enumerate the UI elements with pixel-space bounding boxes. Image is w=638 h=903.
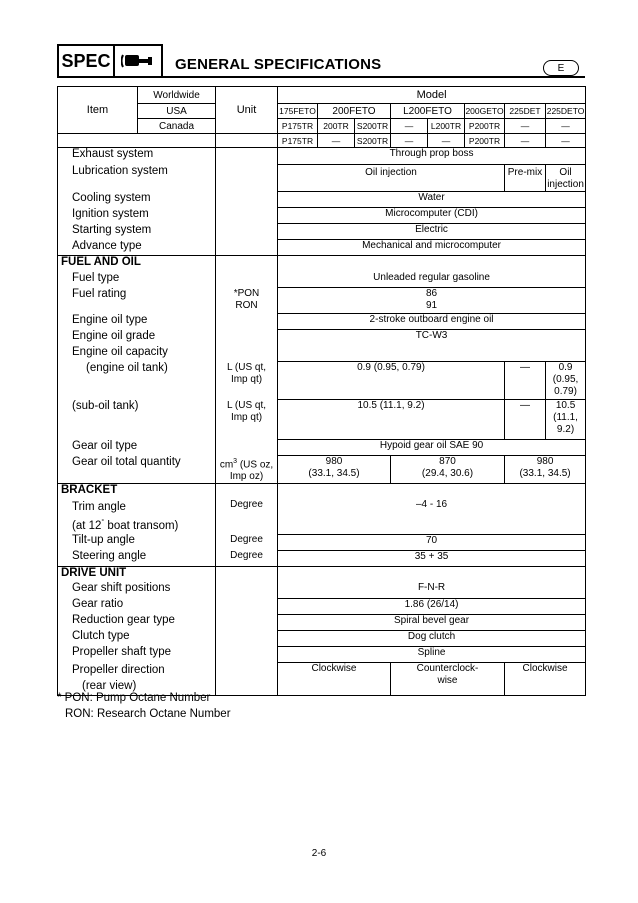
model-cell: S200TR xyxy=(355,119,391,134)
row-label: (at 12 xyxy=(72,520,102,533)
row-value: 70 xyxy=(278,534,586,550)
unit-header: Unit xyxy=(216,87,278,134)
row-value: 0.79) xyxy=(554,386,577,397)
row-value: wise xyxy=(437,674,458,686)
row-value: 86 xyxy=(425,288,438,299)
unit-cell: RON xyxy=(235,299,258,311)
row-value: 0.9 (0.95, 0.79) xyxy=(278,362,505,400)
row-value: (0.95, xyxy=(552,374,579,385)
header-rule xyxy=(163,76,585,78)
model-cell: L200FETO xyxy=(391,104,465,119)
row-value: 91 xyxy=(425,300,438,311)
unit-cell: (US oz, xyxy=(237,458,274,470)
row-value: 980 xyxy=(325,456,343,467)
row-label: boat transom) xyxy=(104,520,179,533)
row-label: (rear view) xyxy=(82,680,137,693)
unit-cell: L (US qt, xyxy=(226,399,267,411)
row-label: Propeller shaft type xyxy=(58,646,216,662)
row-value: Hypoid gear oil SAE 90 xyxy=(278,440,586,456)
model-cell: P175TR xyxy=(278,119,318,134)
row-label: Engine oil grade xyxy=(58,330,216,346)
section-bracket: BRACKET xyxy=(58,483,216,499)
region-canada: Canada xyxy=(138,119,216,134)
model-cell: P175TR xyxy=(278,134,318,148)
row-value: 10.5 xyxy=(555,400,576,411)
row-value: — xyxy=(505,400,546,440)
unit-cell: Imp qt) xyxy=(230,373,263,385)
row-label: Gear oil type xyxy=(58,440,216,456)
row-label: Cooling system xyxy=(58,192,216,208)
unit-cell: Degree xyxy=(216,534,278,550)
unit-cell: 3 xyxy=(233,457,238,465)
row-value: Water xyxy=(278,192,586,208)
section-fuel-oil: FUEL AND OIL xyxy=(58,256,216,272)
language-badge: E xyxy=(543,60,579,76)
row-label: Tilt-up angle xyxy=(58,534,216,550)
row-value: Pre-mix xyxy=(505,165,546,192)
page-number: 2-6 xyxy=(311,848,327,859)
model-cell: 200TR xyxy=(318,119,355,134)
row-value: TC-W3 xyxy=(278,330,586,346)
row-value: Unleaded regular gasoline xyxy=(278,272,586,288)
model-cell: P200TR xyxy=(465,119,505,134)
model-cell: 175FETO xyxy=(278,104,318,119)
model-header: Model xyxy=(278,87,586,104)
model-cell: S200TR xyxy=(355,134,391,148)
footnote-ron: RON: Research Octane Number xyxy=(65,708,231,720)
row-label: (engine oil tank) xyxy=(58,362,216,400)
page-title: GENERAL SPECIFICATIONS xyxy=(175,56,382,73)
section-drive-unit: DRIVE UNIT xyxy=(58,566,216,582)
row-value: 980 xyxy=(536,456,554,467)
model-cell: — xyxy=(505,134,546,148)
model-cell: — xyxy=(505,119,546,134)
row-label: Engine oil type xyxy=(58,314,216,330)
unit-cell: Degree xyxy=(216,499,278,534)
unit-cell: Imp qt) xyxy=(230,411,263,423)
row-label: ° xyxy=(101,519,105,527)
row-value: injection xyxy=(547,179,584,190)
row-value: Oil injection xyxy=(278,165,505,192)
row-value: 2-stroke outboard engine oil xyxy=(278,314,586,330)
row-label: Engine oil capacity xyxy=(58,346,216,362)
model-cell: L200TR xyxy=(428,119,465,134)
model-cell: — xyxy=(546,119,586,134)
row-label: Propeller direction xyxy=(72,664,165,677)
row-value: — xyxy=(505,362,546,400)
model-cell: P200TR xyxy=(465,134,505,148)
model-cell: 200GETO xyxy=(465,104,505,119)
row-label: Lubrication system xyxy=(58,165,216,192)
section-header xyxy=(57,44,585,80)
row-value: F-N-R xyxy=(278,582,586,598)
row-value: Microcomputer (CDI) xyxy=(278,208,586,224)
row-value: (11.1, xyxy=(553,412,578,423)
row-value: 9.2) xyxy=(556,424,575,435)
row-label: Starting system xyxy=(58,224,216,240)
row-value: 870 xyxy=(439,456,456,467)
row-label: Gear ratio xyxy=(58,598,216,614)
row-value: Counterclock- xyxy=(416,662,479,674)
unit-cell: cm xyxy=(219,458,234,470)
row-label: Gear oil total quantity xyxy=(58,456,216,484)
row-value: 10.5 (11.1, 9.2) xyxy=(278,400,505,440)
row-value: (33.1, 34.5) xyxy=(519,468,571,479)
row-label: Advance type xyxy=(58,240,216,256)
model-cell: — xyxy=(546,134,586,148)
unit-cell: L (US qt, xyxy=(226,361,267,373)
footnote-pon: * PON: Pump Octane Number xyxy=(57,692,211,704)
row-label: Fuel type xyxy=(58,272,216,288)
row-value: (33.1, 34.5) xyxy=(308,468,360,479)
row-label: Exhaust system xyxy=(58,148,216,165)
row-label: (sub-oil tank) xyxy=(58,400,216,440)
row-value: Spline xyxy=(278,646,586,662)
model-cell: — xyxy=(391,119,428,134)
row-value: 1.86 (26/14) xyxy=(278,598,586,614)
model-cell: 200FETO xyxy=(318,104,391,119)
model-cell: 225DETO xyxy=(546,104,586,119)
row-value: 35 + 35 xyxy=(278,550,586,566)
unit-cell: Imp oz) xyxy=(229,470,264,482)
row-value: –4 - 16 xyxy=(278,499,586,534)
row-value: Clockwise xyxy=(505,662,586,695)
unit-cell: Degree xyxy=(216,550,278,566)
model-cell: — xyxy=(318,134,355,148)
spec-label: SPEC xyxy=(57,44,115,78)
row-value: Mechanical and microcomputer xyxy=(278,240,586,256)
item-header: Item xyxy=(58,87,138,134)
row-label: Ignition system xyxy=(58,208,216,224)
model-cell: — xyxy=(428,134,465,148)
row-label: Clutch type xyxy=(58,630,216,646)
unit-cell: *PON xyxy=(233,287,260,299)
row-value: (29.4, 30.6) xyxy=(421,468,474,479)
model-cell: — xyxy=(391,134,428,148)
model-cell: 225DET xyxy=(505,104,546,119)
footnotes xyxy=(57,690,231,722)
spec-table xyxy=(57,86,586,696)
row-value: Electric xyxy=(278,224,586,240)
row-value: 0.9 xyxy=(558,362,573,373)
row-label: Fuel rating xyxy=(58,288,216,314)
row-label: Trim angle xyxy=(72,501,126,514)
region-usa: USA xyxy=(138,104,216,119)
row-label: Steering angle xyxy=(58,550,216,566)
row-value: Spiral bevel gear xyxy=(278,614,586,630)
region-worldwide: Worldwide xyxy=(138,87,216,104)
row-label: Reduction gear type xyxy=(58,614,216,630)
row-value: Clockwise xyxy=(278,662,391,695)
row-value: Oil xyxy=(559,167,572,178)
row-value: Through prop boss xyxy=(278,148,586,165)
row-value: Dog clutch xyxy=(278,630,586,646)
wrench-tool-icon xyxy=(115,44,163,78)
row-label: Gear shift positions xyxy=(58,582,216,598)
